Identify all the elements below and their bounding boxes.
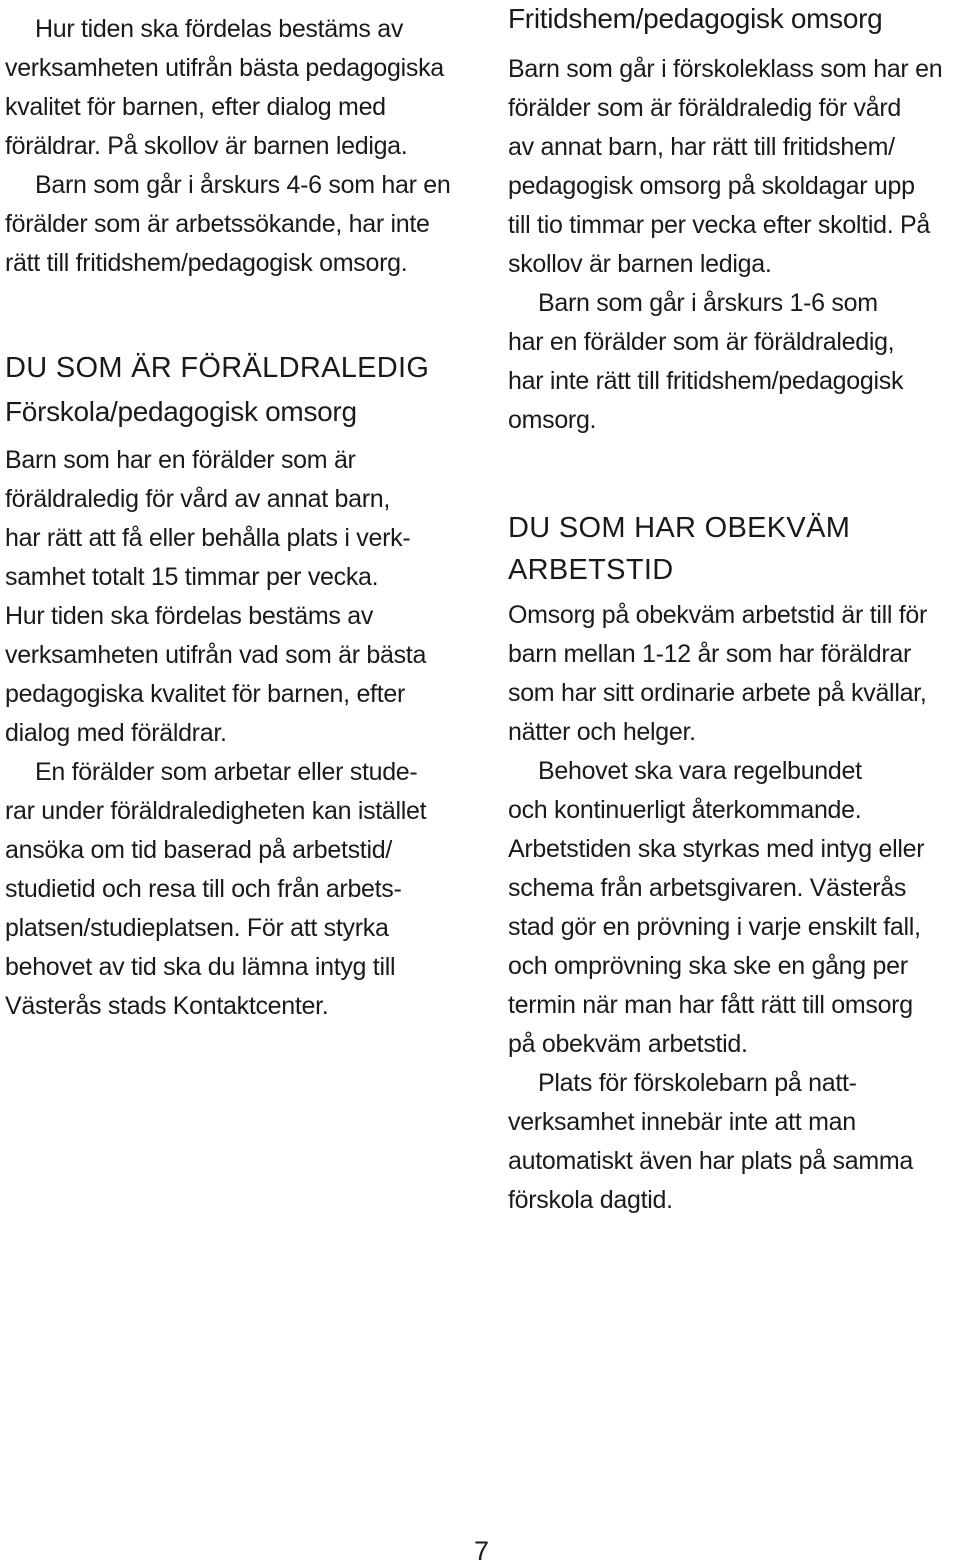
left-para2-line: rätt till fritidshem/pedagogisk omsorg.: [5, 249, 408, 277]
right-para4-line: på obekväm arbetstid.: [508, 1030, 748, 1058]
right-para1-line: Barn som går i förskoleklass som har en: [508, 55, 943, 83]
right-para3-line: som har sitt ordinarie arbete på kvällar,: [508, 679, 927, 707]
right-para4-line: Arbetstiden ska styrkas med intyg eller: [508, 835, 925, 863]
right-para3-line: Omsorg på obekväm arbetstid är till för: [508, 601, 928, 629]
left-para4-line: behovet av tid ska du lämna intyg till: [5, 953, 396, 981]
right-para1-line: förälder som är föräldraledig för vård: [508, 94, 901, 122]
left-para3-line: dialog med föräldrar.: [5, 719, 227, 747]
right-para5-line: Plats för förskolebarn på natt-: [538, 1069, 857, 1097]
left-para1-line: Hur tiden ska fördelas bestäms av: [35, 15, 404, 43]
left-para4-line: Västerås stads Kontaktcenter.: [5, 992, 329, 1020]
right-para3-line: nätter och helger.: [508, 718, 696, 746]
right-para5-line: automatiskt även har plats på samma: [508, 1147, 913, 1175]
left-para2-line: förälder som är arbetssökande, har inte: [5, 210, 430, 238]
subheading-fritidshem: Fritidshem/pedagogisk omsorg: [508, 3, 883, 34]
right-para4-line: Behovet ska vara regelbundet: [538, 757, 862, 785]
right-para1-line: till tio timmar per vecka efter skoltid. På: [508, 211, 930, 239]
left-para3-line: Hur tiden ska fördelas bestäms av: [5, 602, 374, 630]
left-para3-line: Barn som har en förälder som är: [5, 446, 356, 474]
right-para3-line: barn mellan 1-12 år som har föräldrar: [508, 640, 911, 668]
left-para3-line: verksamheten utifrån vad som är bästa: [5, 641, 427, 669]
page-number: 7: [474, 1536, 490, 1566]
right-para4-line: schema från arbetsgivaren. Västerås: [508, 874, 907, 902]
left-para4-line: studietid och resa till och från arbets-: [5, 875, 402, 903]
right-para4-line: och kontinuerligt återkommande.: [508, 796, 862, 824]
left-para4-line: rar under föräldraledigheten kan istället: [5, 797, 427, 825]
right-para2-line: Barn som går i årskurs 1-6 som: [538, 289, 878, 317]
left-para1-line: föräldrar. På skollov är barnen lediga.: [5, 132, 408, 160]
left-para3-line: pedagogiska kvalitet för barnen, efter: [5, 680, 405, 708]
right-para1-line: pedagogisk omsorg på skoldagar upp: [508, 172, 915, 200]
right-para5-line: förskola dagtid.: [508, 1186, 673, 1214]
right-para1-line: skollov är barnen lediga.: [508, 250, 772, 278]
right-para4-line: termin när man har fått rätt till omsorg: [508, 991, 913, 1019]
subheading-forskola: Förskola/pedagogisk omsorg: [5, 396, 357, 427]
right-para2-line: har en förälder som är föräldraledig,: [508, 328, 895, 356]
left-para3-line: har rätt att få eller behålla plats i verk-: [5, 524, 411, 552]
left-para4-line: ansöka om tid baserad på arbetstid/: [5, 836, 392, 864]
right-para4-line: stad gör en prövning i varje enskilt fall,: [508, 913, 921, 941]
left-para3-line: samhet totalt 15 timmar per vecka.: [5, 563, 379, 591]
right-para4-line: och omprövning ska ske en gång per: [508, 952, 908, 980]
left-para1-line: kvalitet för barnen, efter dialog med: [5, 93, 386, 121]
right-para2-line: omsorg.: [508, 406, 597, 434]
section-heading-obekvam-line: DU SOM HAR OBEKVÄM: [508, 512, 851, 544]
section-heading-foraldraledig: DU SOM ÄR FÖRÄLDRALEDIG: [5, 352, 430, 384]
right-para5-line: verksamhet innebär inte att man: [508, 1108, 856, 1136]
left-para4-line: platsen/studieplatsen. För att styrka: [5, 914, 389, 942]
right-para1-line: av annat barn, har rätt till fritidshem/: [508, 133, 895, 161]
left-para4-line: En förälder som arbetar eller stude-: [35, 758, 418, 786]
right-para2-line: har inte rätt till fritidshem/pedagogisk: [508, 367, 904, 395]
left-para2-line: Barn som går i årskurs 4-6 som har en: [35, 171, 451, 199]
section-heading-obekvam-line: ARBETSTID: [508, 554, 674, 586]
left-para1-line: verksamheten utifrån bästa pedagogiska: [5, 54, 444, 82]
left-para3-line: föräldraledig för vård av annat barn,: [5, 485, 390, 513]
